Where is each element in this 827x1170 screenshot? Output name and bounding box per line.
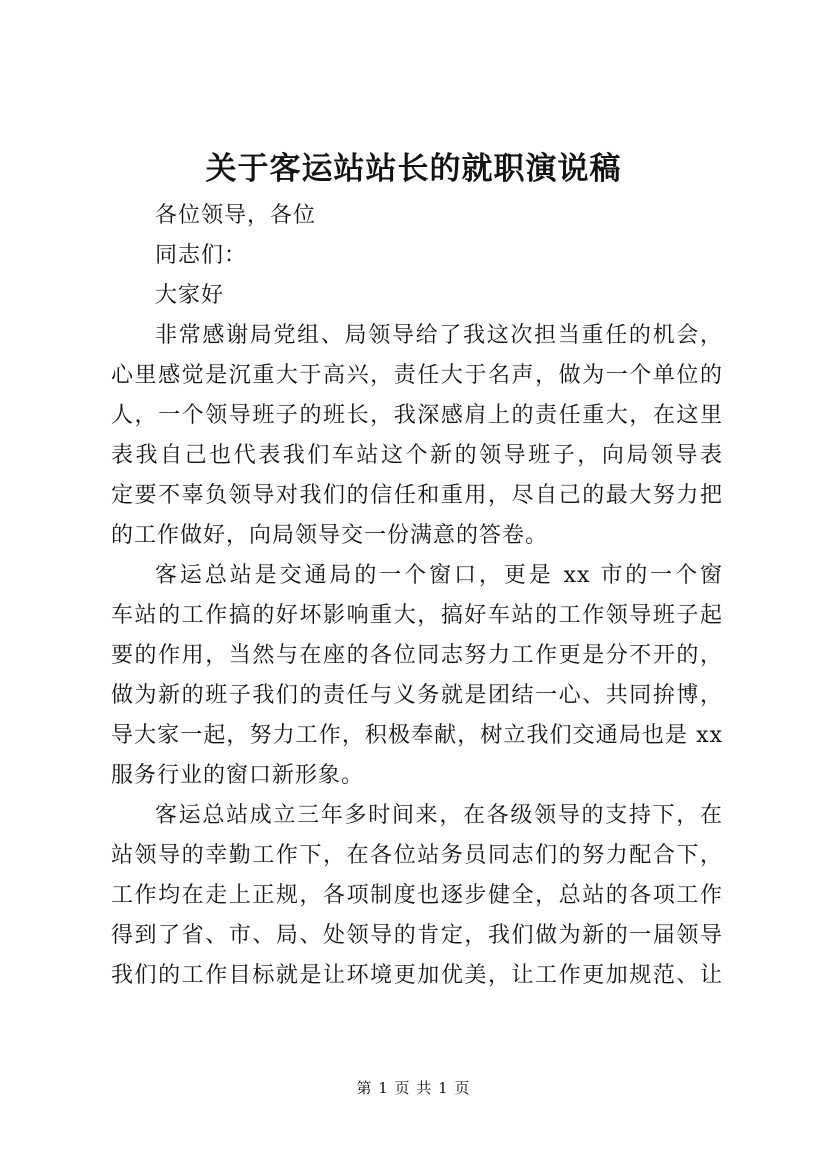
text-line: 我们的工作目标就是让环境更加优美，让工作更加规范、让 bbox=[111, 963, 723, 988]
document-title: 关于客运站站长的就职演说稿 bbox=[205, 151, 622, 187]
text-line: 大家好 bbox=[155, 283, 225, 308]
text-line: 心里感觉是沉重大于高兴，责任大于名声，做为一个单位的 bbox=[111, 363, 723, 388]
text-line: 服务行业的窗口新形象。 bbox=[111, 763, 365, 788]
text-line: 得到了省、市、局、处领导的肯定，我们做为新的一届领导 bbox=[111, 923, 723, 948]
text-line: 表我自己也代表我们车站这个新的领导班子，向局领导表 bbox=[111, 443, 723, 468]
text-line: 非常感谢局党组、局领导给了我这次担当重任的机会， bbox=[155, 323, 723, 348]
page-footer: 第 1 页 共 1 页 bbox=[356, 1079, 471, 1097]
document-body bbox=[111, 196, 723, 996]
text-line: 工作均在走上正规，各项制度也逐步健全，总站的各项工作 bbox=[111, 883, 723, 908]
text-line: 站领导的幸勤工作下，在各位站务员同志们的努力配合下， bbox=[111, 843, 723, 868]
text-line: 的工作做好，向局领导交一份满意的答卷。 bbox=[111, 523, 549, 548]
text-line: 客运总站成立三年多时间来，在各级领导的支持下，在 bbox=[155, 803, 723, 828]
text-line: 导大家一起，努力工作，积极奉献，树立我们交通局也是 xx bbox=[111, 723, 723, 748]
text-line: 要的作用，当然与在座的各位同志努力工作更是分不开的， bbox=[111, 643, 723, 668]
text-line: 客运总站是交通局的一个窗口，更是 xx 市的一个窗 bbox=[155, 563, 723, 588]
text-line: 车站的工作搞的好坏影响重大，搞好车站的工作领导班子起 bbox=[111, 603, 723, 628]
text-line: 各位领导，各位 bbox=[155, 203, 317, 228]
text-line: 做为新的班子我们的责任与义务就是团结一心、共同拚博， bbox=[111, 683, 723, 708]
text-line: 定要不辜负领导对我们的信任和重用，尽自己的最大努力把 bbox=[111, 483, 723, 508]
text-line: 人，一个领导班子的班长，我深感肩上的责任重大，在这里 bbox=[111, 403, 723, 428]
text-line: 同志们： bbox=[155, 243, 248, 268]
